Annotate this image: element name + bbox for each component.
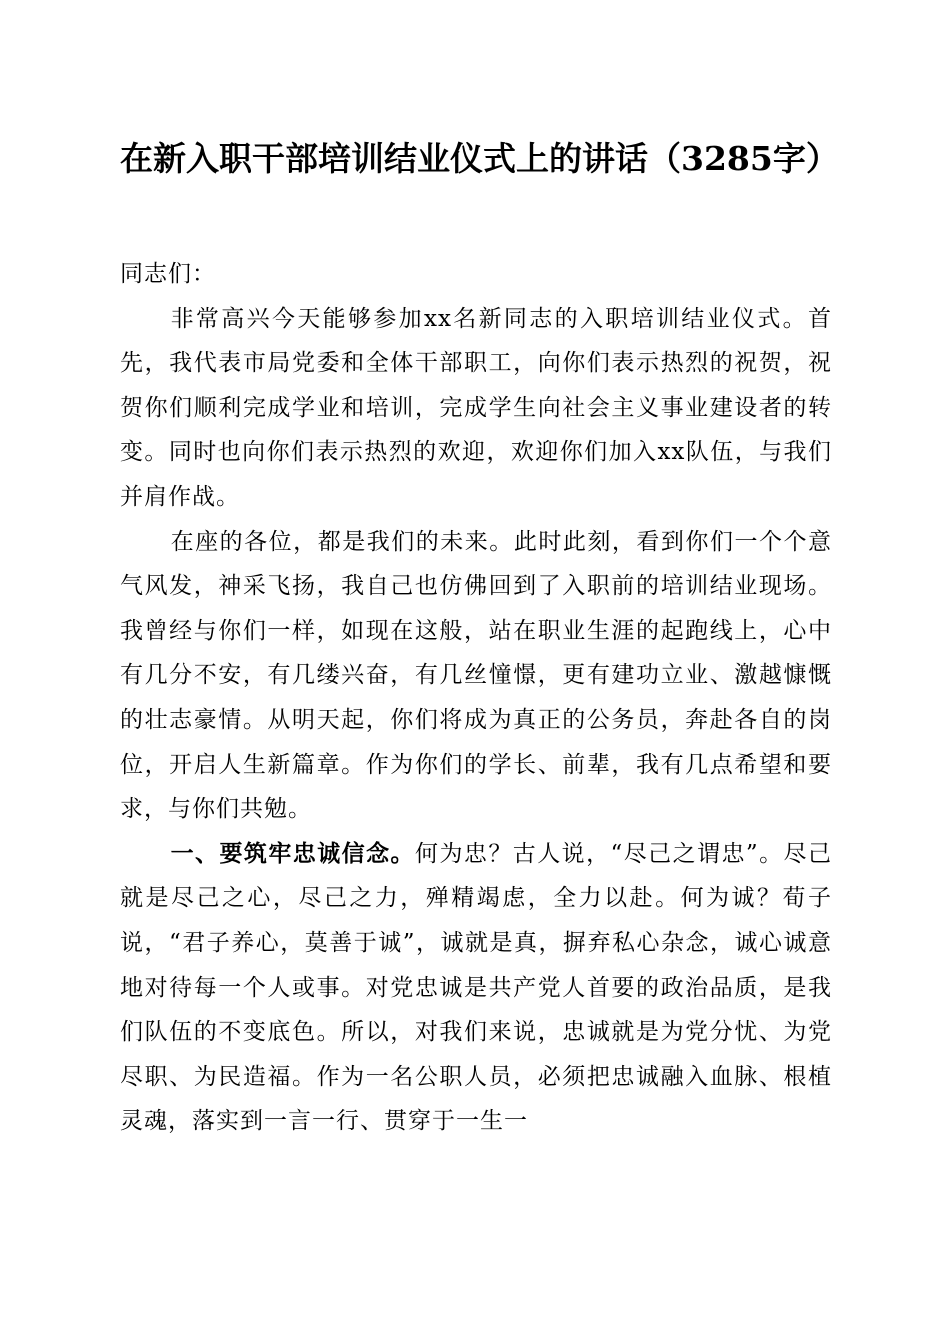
paragraph-2: [120, 520, 832, 832]
paragraph-1: [120, 297, 832, 520]
salutation: 同志们：: [120, 261, 216, 287]
paragraph-2-text: 在座的各位，都是我们的未来。此时此刻，看到你们一个个意气风发，神采飞扬，我自己也仿佛回到了入职前的培训结业现场。我曾经与你们一样，如现在这般，站在职业生涯的起跑线上，心中有几分不安，有几缕兴奋，有几丝憧憬，更有建功立业、激越慷慨的壮志豪情。从明天起，你们将成为真正的公务员，奔赴各自的岗位，开启人生新篇章。作为你们的学长、前辈，我有几点希望和要求，与你们共勉。: [120, 528, 832, 823]
document-title: 在新入职干部培训结业仪式上的讲话（3285字）: [120, 139, 839, 178]
paragraph-3-text: 何为忠？古人说，“尽己之谓忠”。尽己就是尽己之心，尽己之力，殚精竭虑，全力以赴。何为诚？荀子说，“君子养心，莫善于诚”，诚就是真，摒弃私心杂念，诚心诚意地对待每一个人或事。对党忠诚是共产党人首要的政治品质，是我们队伍的不变底色。所以，对我们来说，忠诚就是为党分忧、为党尽职、为民造福。作为一名公职人员，必须把忠诚融入血脉、根植灵魂，落实到一言一行、贯穿于一生一: [120, 840, 832, 1135]
paragraph-3: [120, 832, 832, 1144]
paragraph-1-text: 非常高兴今天能够参加xx名新同志的入职培训结业仪式。首先，我代表市局党委和全体干部职工，向你们表示热烈的祝贺，祝贺你们顺利完成学业和培训，完成学生向社会主义事业建设者的转变。同时也向你们表示热烈的欢迎，欢迎你们加入xx队伍，与我们并肩作战。: [120, 305, 832, 510]
document-body: [120, 252, 832, 1144]
section-heading-1: 一、要筑牢忠诚信念。: [170, 840, 415, 867]
